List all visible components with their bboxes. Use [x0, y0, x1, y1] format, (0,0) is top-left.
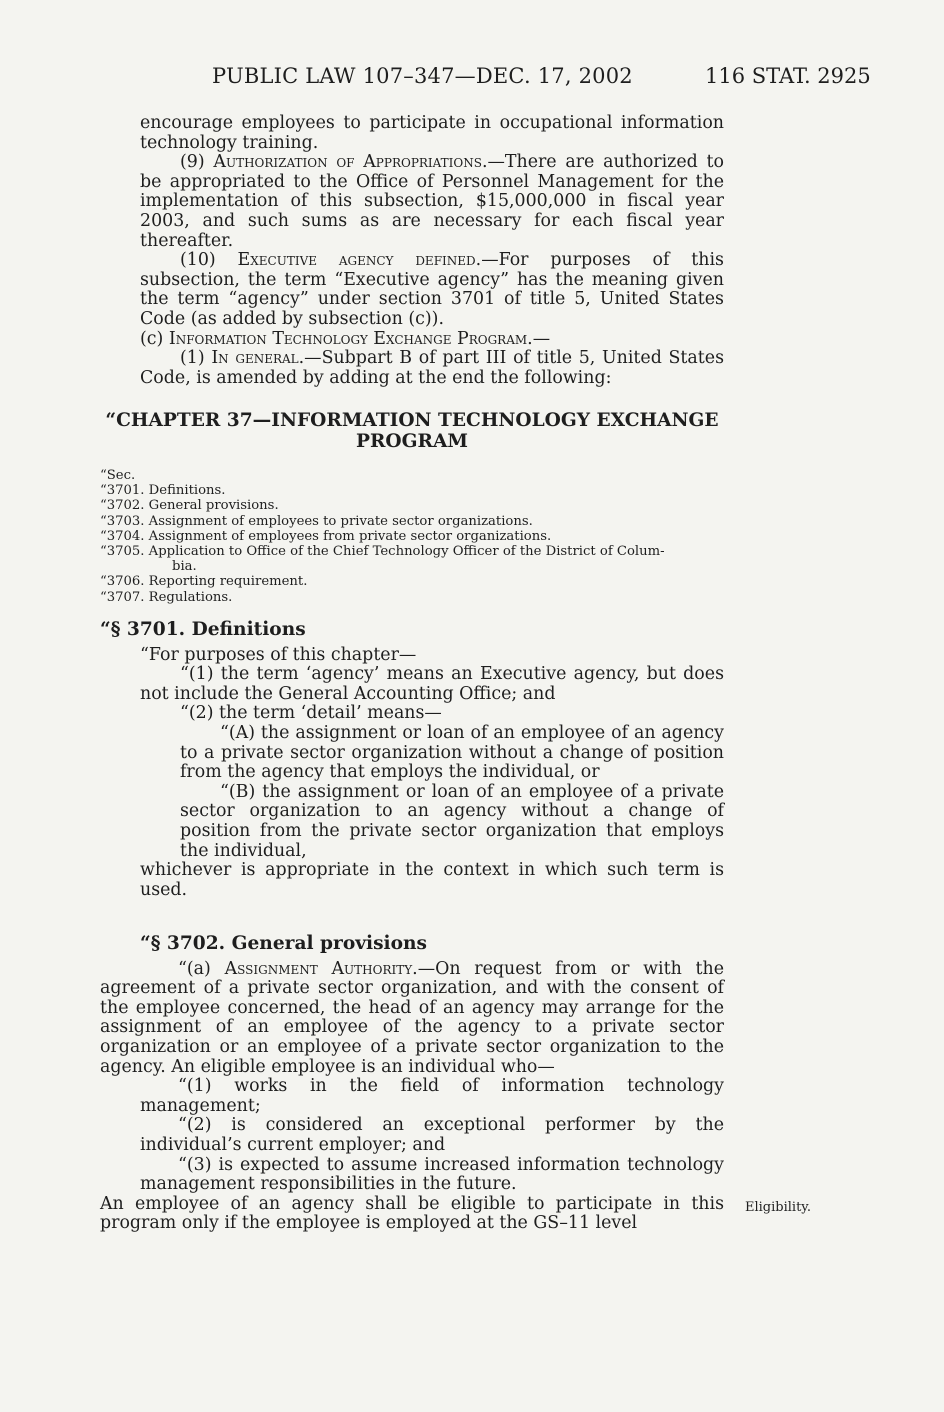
- margin-note-eligibility: Eligibility.: [745, 1200, 812, 1215]
- toc-item: “3701. Definitions.: [100, 483, 226, 499]
- toc-item: “3707. Regulations.: [100, 589, 233, 605]
- paragraph-9: (9) Authorization of Appropriations.—There are authorized to be appropriated to the Office of Personnel Management for the implementation of this subsection, $15,000,000 in fiscal year 2003, and such sums as are necessary for each fiscal year thereafter.: [140, 152, 724, 251]
- toc-item: “3703. Assignment of employees to private sector organizations.: [100, 513, 533, 529]
- eligibility-item-3: “(3) is expected to assume increased information technology management responsibilities in the future.: [140, 1154, 724, 1195]
- table-of-sections: [100, 468, 740, 605]
- definition-2: “(2) the term ‘detail’ means—: [180, 703, 442, 724]
- section-3701-heading: “§ 3701. Definitions: [100, 619, 306, 640]
- chapter-heading-line2: PROGRAM: [356, 431, 468, 452]
- top-block: [100, 114, 724, 388]
- section-3701-intro: “For purposes of this chapter—: [140, 644, 417, 665]
- toc-item: “3705. Application to Office of the Chief Technology Officer of the District of Colum-: [100, 544, 665, 560]
- section-3702: [100, 934, 724, 1234]
- toc-item: “3704. Assignment of employees from private sector organizations.: [100, 528, 552, 544]
- eligibility-item-2: “(2) is considered an exceptional performer by the individual’s current employer; and: [140, 1115, 724, 1155]
- section-3701: [100, 620, 724, 900]
- running-header-stat: 116 STAT. 2925: [705, 64, 871, 88]
- definition-1: “(1) the term ‘agency’ means an Executive agency, but does not include the General Accounting Office; and: [140, 664, 724, 704]
- chapter-heading-line1: “CHAPTER 37—INFORMATION TECHNOLOGY EXCHANGE: [105, 410, 719, 431]
- definition-2B: “(B) the assignment or loan of an employee of a private sector organization to an agency without a change of position from the private sector organization that employs the individual,: [180, 781, 724, 861]
- paragraph-heading: In general.: [211, 348, 305, 369]
- toc-item: “3706. Reporting requirement.: [100, 574, 308, 590]
- eligibility-item-1: “(1) works in the field of information technology management;: [140, 1076, 724, 1116]
- paragraph-c: (c) Information Technology Exchange Program.—: [140, 328, 551, 349]
- paragraph-heading: Authorization of Appropriations.: [213, 152, 488, 173]
- section-3702-heading: “§ 3702. General provisions: [140, 933, 428, 954]
- paragraph-10: (10) Executive agency defined.—For purposes of this subsection, the term “Executive agency” has the meaning given the term “agency” under section 3701 of title 5, United States Code (as added by subsection (c)).: [140, 250, 724, 329]
- paragraph-heading: Information Technology Exchange Program.: [168, 328, 533, 349]
- paragraph-c1: (1) In general.—Subpart B of part III of title 5, United States Code, is amended by adding at the end the following:: [140, 348, 724, 388]
- definition-2A: “(A) the assignment or loan of an employee of an agency to a private sector organization without a change of position from the agency that employs the individual, or: [180, 722, 724, 783]
- toc-sec-label: “Sec.: [100, 468, 136, 483]
- subsection-heading: Assignment Authority.: [224, 958, 418, 979]
- toc-item-continuation: bia.: [172, 559, 197, 575]
- running-header-title: PUBLIC LAW 107–347—DEC. 17, 2002: [212, 64, 633, 88]
- eligibility-paragraph: An employee of an agency shall be eligible to participate in this program only if the employee is employed at the GS–11 level: [100, 1193, 724, 1234]
- definition-closing: whichever is appropriate in the context in which such term is used.: [140, 860, 724, 900]
- subsection-a: “(a) Assignment Authority.—On request from or with the agreement of a private sector organization, and with the consent of the employee concerned, the head of an agency may arrange for the assignment of an employee of the agency to a private sector organization or an employee of a private sector organization to the agency. An eligible employee is an individual who—: [100, 958, 725, 1077]
- paragraph-heading: Executive agency defined.: [237, 250, 482, 271]
- chapter-heading: [100, 410, 724, 452]
- paragraph-continuation: encourage employees to participate in occupational information technology training.: [140, 113, 724, 153]
- toc-item: “3702. General provisions.: [100, 498, 279, 514]
